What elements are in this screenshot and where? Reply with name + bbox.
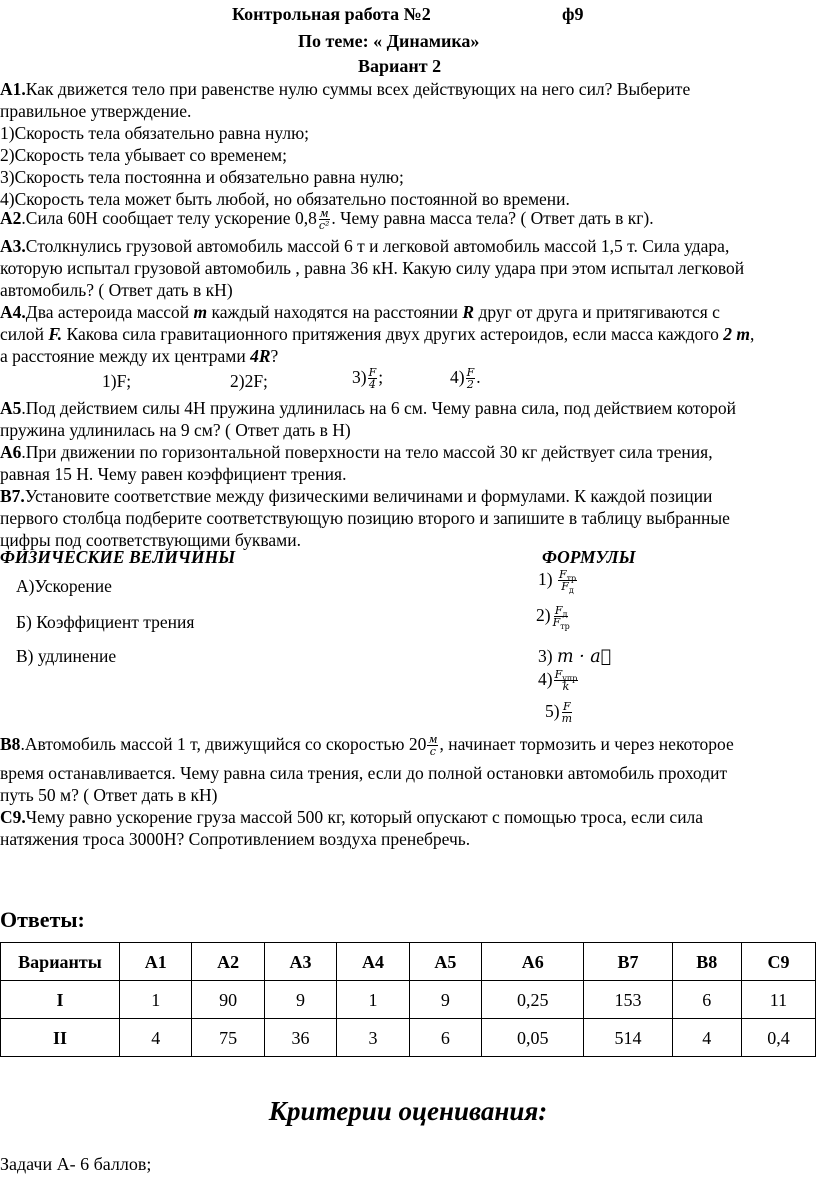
answer-option	[352, 366, 383, 390]
table-header-cell: А2	[192, 943, 264, 981]
table-cell: 153	[584, 981, 672, 1019]
question-text: первого столбца подберите соответствующую позицию второго и запишите в таблицу выбранные	[0, 508, 730, 528]
question-text: ?	[270, 346, 279, 366]
table-cell: 3	[337, 1019, 409, 1057]
table-header-cell: А1	[120, 943, 192, 981]
mass-symbol: m	[193, 302, 208, 322]
question-number: А2	[0, 208, 22, 228]
table-cell: 11	[741, 981, 815, 1019]
variant-title: Вариант 2	[358, 56, 442, 76]
fraction-numerator: F	[562, 700, 571, 714]
table-cell: 90	[192, 981, 264, 1019]
question-text-line	[0, 323, 754, 345]
answer-option: 2)Скорость тела убывает со временем;	[0, 145, 287, 165]
distance-symbol: 4R	[250, 346, 271, 366]
fraction	[561, 701, 573, 724]
quantity-item: А)Ускорение	[16, 576, 112, 596]
fraction-denominator: 4	[368, 378, 376, 392]
table-cell: 36	[264, 1019, 336, 1057]
table-cell: 9	[409, 981, 481, 1019]
symbol: F	[554, 668, 563, 682]
question-number: А1.	[0, 79, 26, 99]
quantity-item: Б) Коэффициент трения	[16, 612, 195, 632]
symbol: F	[554, 604, 563, 618]
table-header-cell: А5	[409, 943, 481, 981]
fraction-numerator: F	[466, 366, 475, 380]
question-text: каждый находятся на расстоянии	[207, 302, 463, 322]
option-label: 4)	[450, 367, 465, 387]
table-cell: 4	[120, 1019, 192, 1057]
question-text: время останавливается. Чему равна сила трения, если до полной остановки автомобиль проходит	[0, 763, 728, 783]
question-text: которую испытал грузовой автомобиль , равна 36 кН. Какую силу удара при этом испытал легковой	[0, 258, 745, 278]
question-text: а расстояние между их центрами	[0, 346, 251, 366]
column-heading-formulas: ФОРМУЛЫ	[542, 547, 636, 567]
question-text: путь 50 м? ( Ответ дать в кН)	[0, 785, 218, 805]
question-number: В7.	[0, 486, 25, 506]
question-a2	[0, 207, 654, 231]
table-cell: 0,05	[482, 1019, 584, 1057]
question-text: Как движется тело при равенстве нулю суммы всех действующих на него сил? Выберите	[25, 79, 691, 99]
question-number: В8	[0, 734, 21, 754]
fraction	[552, 604, 571, 632]
fraction-numerator: м	[428, 733, 438, 747]
formula-1	[538, 568, 578, 596]
mass-symbol: 2 m	[723, 324, 750, 344]
question-text: пружина удлинилась на 9 см? ( Ответ дать в Н)	[0, 420, 351, 440]
question-a4	[0, 301, 720, 323]
table-header-row	[1, 943, 816, 981]
option-label: 3)	[352, 367, 367, 387]
answer-option: 1)Скорость тела обязательно равна нулю;	[0, 123, 310, 143]
fraction-denominator: с	[429, 745, 436, 759]
table-cell: 6	[672, 981, 741, 1019]
question-text: друг от друга и притягиваются с	[474, 302, 720, 322]
subscript: упр	[562, 674, 578, 684]
question-text: Какова сила гравитационного притяжения двух других астероидов, если масса каждого	[62, 324, 724, 344]
question-text: .Автомобиль массой 1 т, движущийся со скоростью 20	[20, 734, 427, 754]
answer-option: 2)2F;	[230, 371, 268, 391]
option-end: .	[476, 367, 481, 387]
quantity-item: В) удлинение	[16, 646, 117, 666]
question-number: А6	[0, 442, 22, 462]
answer-option: 4)Скорость тела может быть любой, но обязательно постоянной во времени.	[0, 189, 570, 209]
fraction	[466, 367, 476, 390]
answer-option: 3)Скорость тела постоянна и обязательно равна нулю;	[0, 167, 404, 187]
table-cell: 9	[264, 981, 336, 1019]
formula-label: 5)	[545, 701, 560, 721]
question-text: .Сила 60Н сообщает телу ускорение 0,8	[21, 208, 317, 228]
distance-symbol: R	[462, 302, 475, 322]
fraction-denominator	[552, 616, 571, 632]
fraction-denominator: с²	[318, 219, 330, 233]
option-end: ;	[378, 367, 384, 387]
criteria-line: Задачи А- 6 баллов;	[0, 1154, 152, 1174]
table-header-cell: А4	[337, 943, 409, 981]
formula-2	[536, 604, 572, 632]
question-text: равная 15 Н. Чему равен коэффициент трения.	[0, 464, 347, 484]
fraction-denominator: 2	[466, 378, 474, 392]
formula-label: 2)	[536, 605, 551, 625]
fraction	[554, 669, 579, 692]
question-number: С9.	[0, 807, 26, 827]
criteria-heading: Критерии оценивания:	[268, 1096, 548, 1126]
formula-label: 3)	[538, 646, 553, 666]
table-cell: 75	[192, 1019, 264, 1057]
symbol: F	[558, 568, 567, 582]
question-a5	[0, 397, 736, 419]
question-text: цифры под соответствующими буквами.	[0, 530, 301, 550]
table-header-cell: В7	[584, 943, 672, 981]
table-cell: 4	[672, 1019, 741, 1057]
subscript: тр	[560, 622, 570, 632]
table-header-cell: В8	[672, 943, 741, 981]
question-text: силой	[0, 324, 49, 344]
symbol: F	[552, 616, 561, 630]
fraction-denominator	[560, 580, 575, 596]
formula-3	[538, 645, 611, 668]
question-text: правильное утверждение.	[0, 101, 192, 121]
fraction-denominator: m	[561, 712, 573, 726]
formula-label: 1)	[538, 569, 553, 589]
question-number: А4.	[0, 302, 26, 322]
question-a1	[0, 78, 690, 100]
fraction	[558, 568, 577, 596]
formula-4	[538, 668, 579, 692]
subscript: тр	[566, 574, 577, 584]
question-a6	[0, 441, 713, 463]
force-symbol: F.	[48, 324, 63, 344]
question-text: . Чему равна масса тела? ( Ответ дать в кг).	[331, 208, 654, 228]
question-text: Чему равно ускорение груза массой 500 кг, который опускают с помощью троса, если сила	[25, 807, 704, 827]
table-header-cell: С9	[741, 943, 815, 981]
test-title: Контрольная работа №2	[232, 4, 431, 24]
fraction	[368, 367, 378, 390]
unit-fraction	[427, 734, 438, 757]
question-b7	[0, 485, 712, 507]
question-text: автомобиль? ( Ответ дать в кН)	[0, 280, 233, 300]
table-row	[1, 981, 816, 1019]
fraction-denominator: k	[562, 680, 570, 694]
question-number: А5	[0, 398, 22, 418]
question-text: Два астероида массой	[25, 302, 194, 322]
formula-5	[545, 700, 574, 724]
table-cell: 6	[409, 1019, 481, 1057]
question-text: .Под действием силы 4Н пружина удлинилась на 6 см. Чему равна сила, под действием которой	[21, 398, 736, 418]
question-c9	[0, 806, 703, 828]
answer-option	[450, 366, 481, 390]
table-cell: I	[1, 981, 120, 1019]
question-text-line	[0, 345, 278, 367]
fraction-numerator: F	[368, 366, 377, 380]
table-header-cell: Варианты	[1, 943, 120, 981]
table-cell: 514	[584, 1019, 672, 1057]
formula-label: 4)	[538, 669, 553, 689]
table-cell: 0,4	[741, 1019, 815, 1057]
answers-table	[0, 942, 816, 1057]
question-a3	[0, 235, 729, 257]
symbol: F	[561, 580, 569, 594]
question-text: , начинает тормозить и через некоторое	[439, 734, 734, 754]
answer-option: 1)F;	[102, 371, 132, 391]
formula-expression: m · a⃗	[556, 647, 612, 667]
table-header-cell: А6	[482, 943, 584, 981]
fraction-numerator: м	[319, 207, 329, 221]
question-text: натяжения троса 3000Н? Сопротивлением воздуха пренебречь.	[0, 829, 471, 849]
table-cell: 0,25	[482, 981, 584, 1019]
table-row	[1, 1019, 816, 1057]
unit-fraction	[318, 208, 331, 231]
grade-label: ф9	[562, 4, 584, 24]
table-cell: 1	[337, 981, 409, 1019]
table-header-cell: А3	[264, 943, 336, 981]
answers-heading: Ответы:	[0, 907, 85, 932]
question-text: Столкнулись грузовой автомобиль массой 6 т и легковой автомобиль массой 1,5 т. Сила удара,	[25, 236, 730, 256]
question-text: .При движении по горизонтальной поверхности на тело массой 30 кг действует сила трения,	[21, 442, 713, 462]
question-text: Установите соответствие между физическими величинами и формулами. К каждой позиции	[24, 486, 713, 506]
question-text: ,	[749, 324, 755, 344]
subscript: д	[562, 610, 568, 620]
topic-title: По теме: « Динамика»	[298, 31, 480, 51]
table-cell: 1	[120, 981, 192, 1019]
table-cell: II	[1, 1019, 120, 1057]
subscript: д	[568, 586, 574, 596]
question-number: А3.	[0, 236, 26, 256]
column-heading-quantities: ФИЗИЧЕСКИЕ ВЕЛИЧИНЫ	[0, 547, 236, 567]
question-b8	[0, 733, 734, 757]
